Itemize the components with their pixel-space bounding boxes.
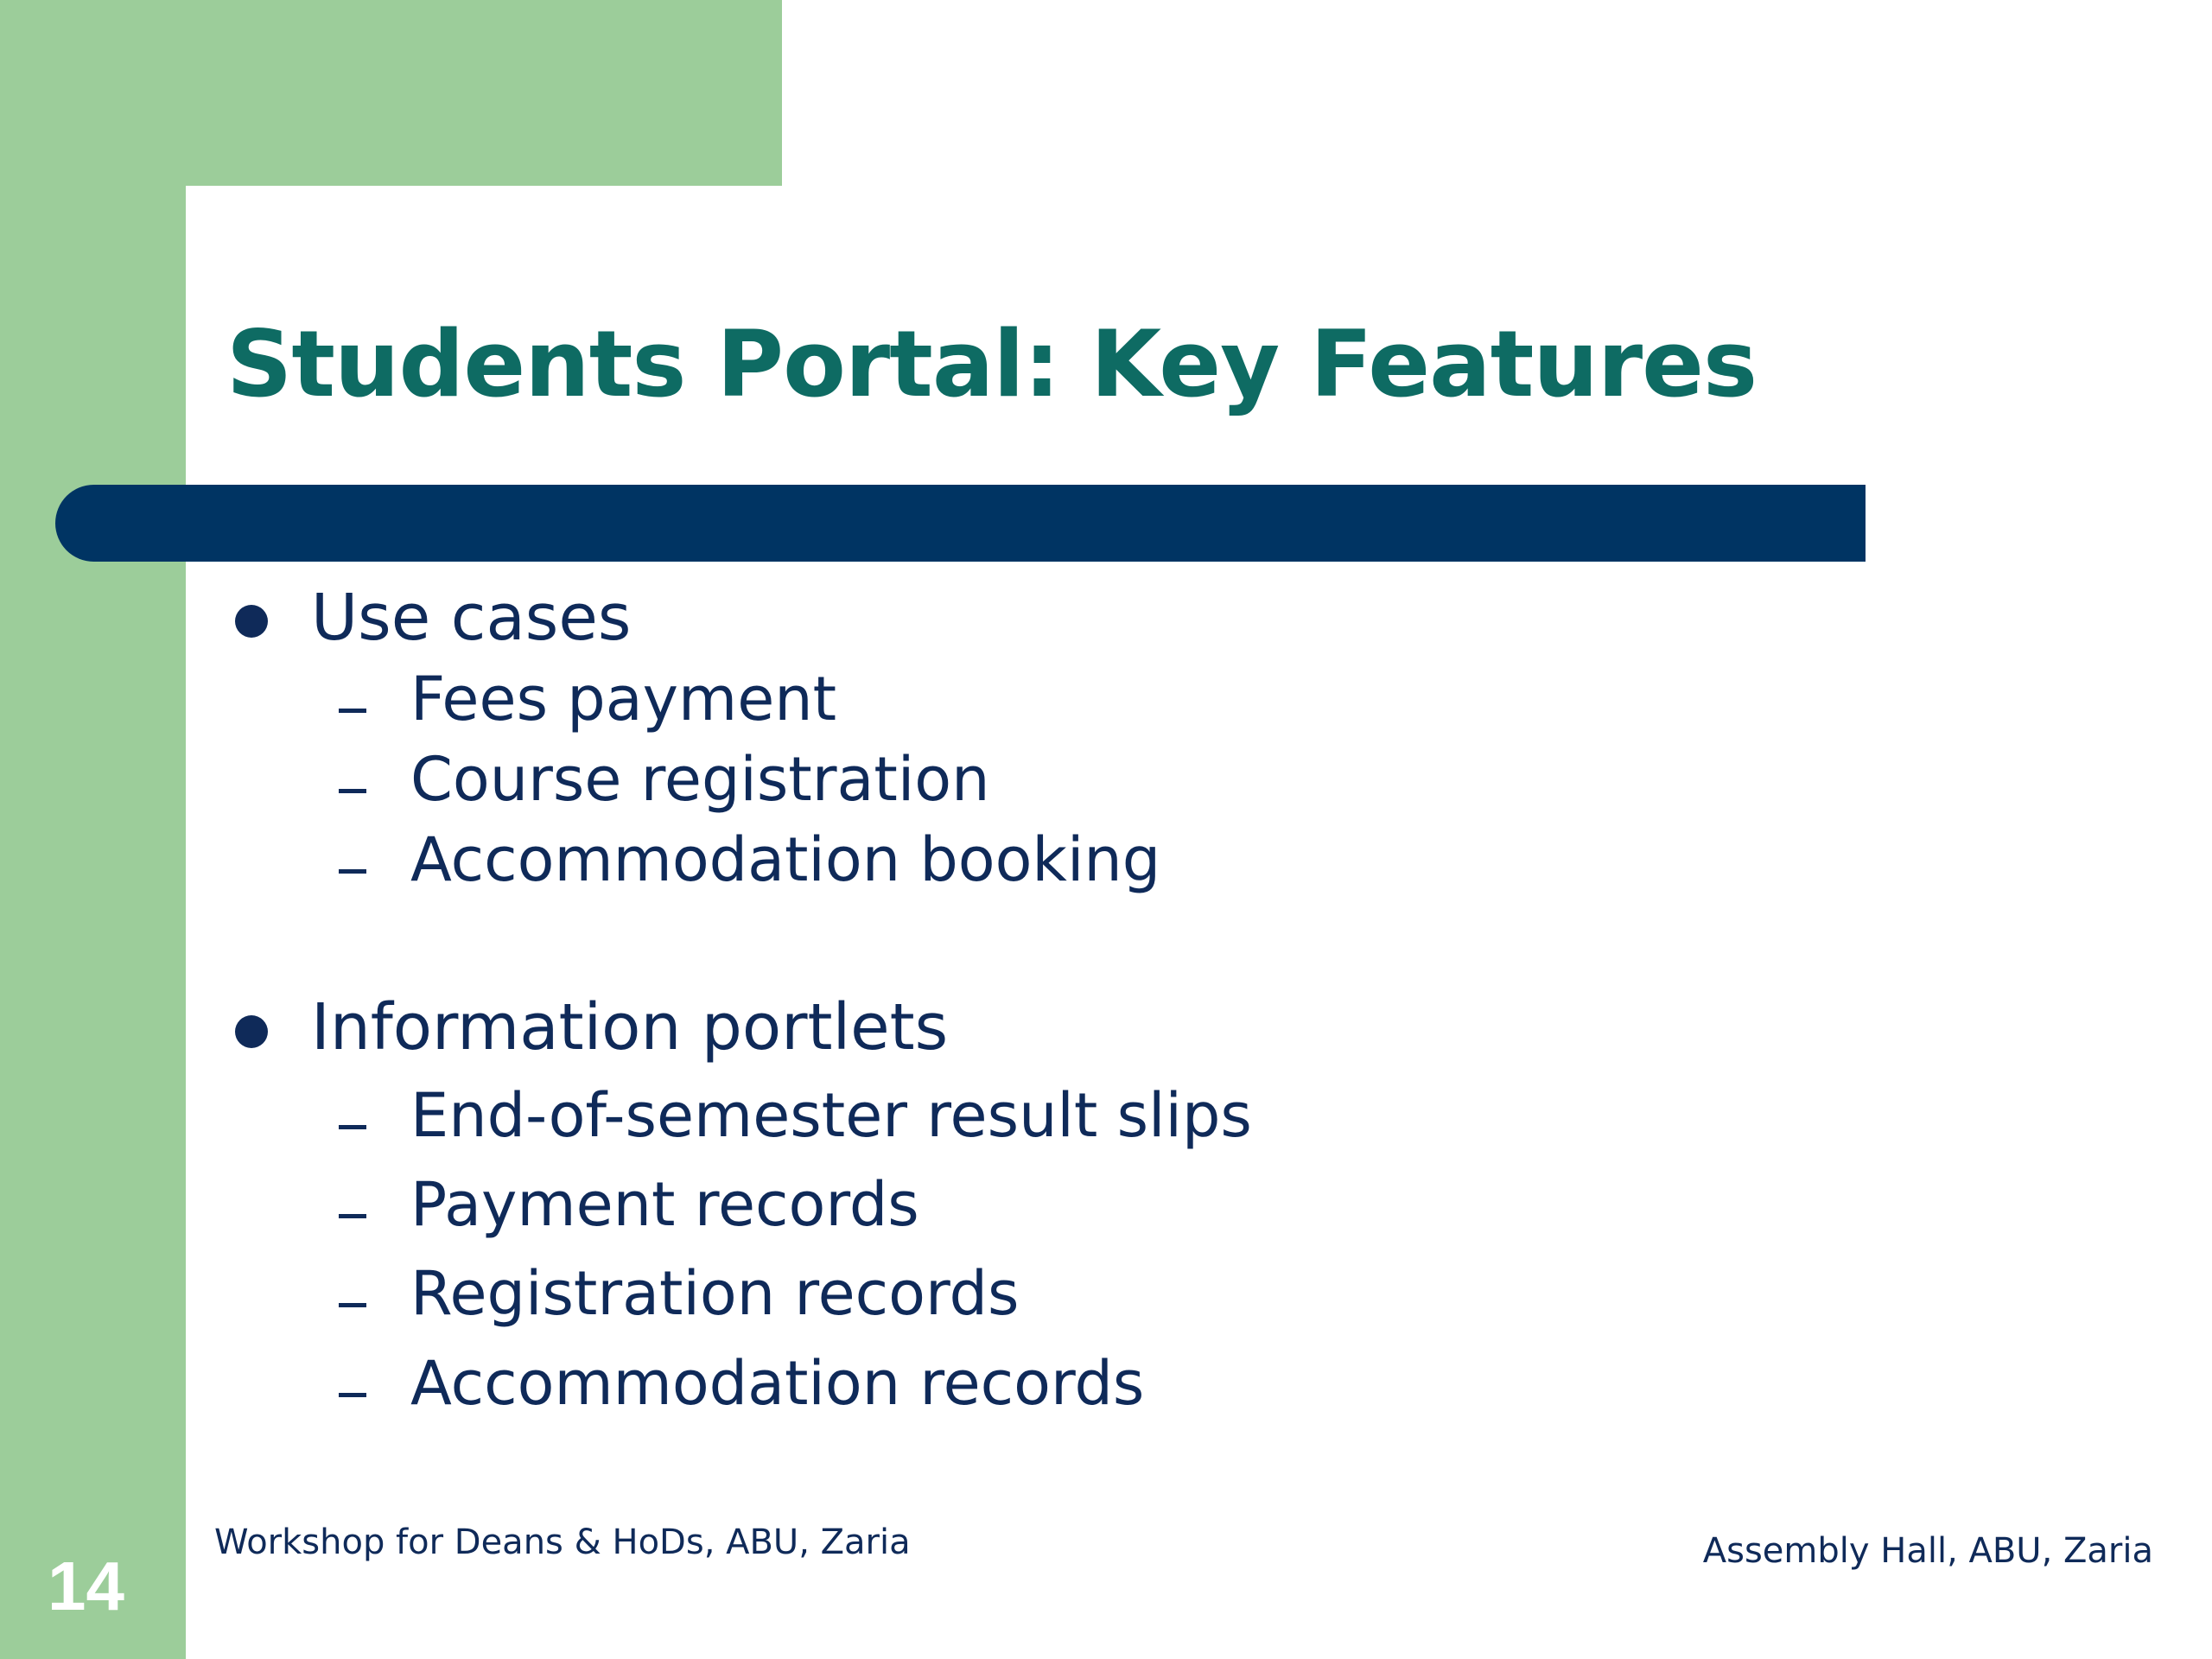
sub-bullet-course-registration: Course registration <box>410 744 990 815</box>
bullet-dot <box>235 605 268 638</box>
sub-bullet-fees-payment: Fees payment <box>410 664 837 734</box>
title-underline-bar <box>55 485 1866 562</box>
bullet-heading-information-portlets: Information portlets <box>311 990 949 1065</box>
dash-marker <box>339 1393 366 1397</box>
sub-bullet-registration-records: Registration records <box>410 1258 1020 1329</box>
sub-bullet-payment-records: Payment records <box>410 1169 919 1240</box>
slide-number: 14 <box>48 1548 124 1624</box>
green-top-band <box>0 0 782 186</box>
bullet-heading-use-cases: Use cases <box>311 581 632 655</box>
slide-title: Students Portal: Key Features <box>226 311 1758 417</box>
dash-marker <box>339 1214 366 1218</box>
bullet-dot <box>235 1015 268 1048</box>
sub-bullet-accommodation-booking: Accommodation booking <box>410 824 1161 895</box>
dash-marker <box>339 869 366 874</box>
footer-right-text: Assembly Hall, ABU, Zaria <box>1702 1531 2153 1571</box>
sub-bullet-result-slips: End-of-semester result slips <box>410 1080 1252 1151</box>
footer-left-text: Workshop for Deans & HoDs, ABU, Zaria <box>214 1522 911 1562</box>
dash-marker <box>339 709 366 713</box>
green-sidebar <box>0 0 186 1659</box>
sub-bullet-accommodation-records: Accommodation records <box>410 1348 1145 1419</box>
dash-marker <box>339 1125 366 1129</box>
dash-marker <box>339 1303 366 1307</box>
dash-marker <box>339 789 366 793</box>
